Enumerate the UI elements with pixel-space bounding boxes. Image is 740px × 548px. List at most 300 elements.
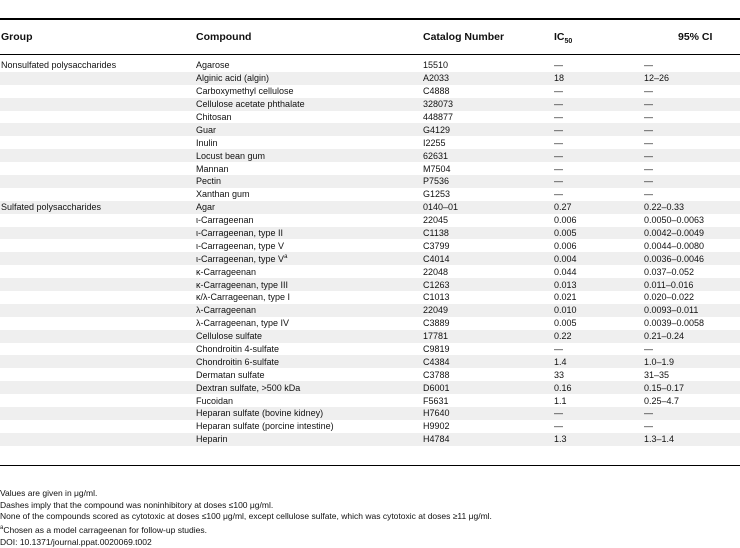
ci-cell-text: — <box>644 163 653 174</box>
compound-cell-text: Inulin <box>196 137 218 148</box>
ci-cell <box>644 72 740 85</box>
catalog-number-cell-text: C3889 <box>423 318 450 329</box>
top-rule <box>0 18 740 20</box>
compound-cell <box>196 111 423 124</box>
ci-cell <box>644 317 740 330</box>
ic50-cell-text: 0.27 <box>554 202 572 213</box>
ic50-cell <box>554 265 644 278</box>
table-row <box>0 265 740 278</box>
group-cell <box>0 227 196 240</box>
catalog-number-cell <box>423 214 554 227</box>
compound-cell <box>196 98 423 111</box>
catalog-number-cell-text: G1253 <box>423 189 451 200</box>
ci-cell <box>644 343 740 356</box>
ic50-cell-text: 18 <box>554 73 565 84</box>
compound-cell-text: ι-Carrageenan, type II <box>196 228 284 239</box>
catalog-number-cell <box>423 304 554 317</box>
ci-cell-text: — <box>644 137 653 148</box>
ic50-cell <box>554 291 644 304</box>
ci-cell <box>644 420 740 433</box>
catalog-number-cell-text: C4384 <box>423 356 450 367</box>
ci-cell <box>644 201 740 214</box>
catalog-number-cell-text: M7504 <box>423 163 451 174</box>
ic50-cell <box>554 149 644 162</box>
header-group: Group <box>1 31 33 43</box>
ic50-cell-text: — <box>554 163 563 174</box>
table-row <box>0 330 740 343</box>
group-cell <box>0 381 196 394</box>
table-row <box>0 407 740 420</box>
ci-cell <box>644 175 740 188</box>
table-row <box>0 59 740 72</box>
group-cell <box>0 252 196 265</box>
ic50-cell <box>554 368 644 381</box>
compound-cell-text: Pectin <box>196 176 222 187</box>
ci-cell-text: 0.21–0.24 <box>644 331 685 342</box>
table-row <box>0 368 740 381</box>
compound-cell <box>196 265 423 278</box>
ci-cell <box>644 381 740 394</box>
ci-cell <box>644 98 740 111</box>
ic50-cell-text: 0.22 <box>554 331 572 342</box>
table-row <box>0 214 740 227</box>
table-row <box>0 420 740 433</box>
footnote-mark: a <box>0 525 4 532</box>
ic50-cell <box>554 175 644 188</box>
catalog-number-cell <box>423 394 554 407</box>
compound-cell <box>196 59 423 72</box>
compound-cell <box>196 72 423 85</box>
ci-cell <box>644 265 740 278</box>
group-cell <box>0 304 196 317</box>
ci-cell-text: 0.011–0.016 <box>644 279 694 290</box>
table-row <box>0 394 740 407</box>
catalog-number-cell-text: I2255 <box>423 137 446 148</box>
bottom-rule <box>0 465 740 466</box>
ci-cell <box>644 123 740 136</box>
table-row <box>0 85 740 98</box>
header-compound: Compound <box>196 31 252 43</box>
ic50-cell-text: 0.021 <box>554 292 577 303</box>
ci-cell-text: — <box>644 408 653 419</box>
footnote-chosen <box>0 523 492 537</box>
ci-cell <box>644 304 740 317</box>
ic50-cell <box>554 433 644 446</box>
compound-cell-text: Agar <box>196 202 216 213</box>
catalog-number-cell-text: 15510 <box>423 60 449 71</box>
ci-cell <box>644 278 740 291</box>
compound-cell-text: Dermatan sulfate <box>196 369 265 380</box>
table-row <box>0 343 740 356</box>
compound-cell <box>196 201 423 214</box>
group-cell <box>0 188 196 201</box>
compound-cell-text: ι-Carrageenan, type V <box>196 240 285 251</box>
ci-cell-text: — <box>644 60 653 71</box>
compound-cell-text: Xanthan gum <box>196 189 250 200</box>
group-cell <box>0 420 196 433</box>
compound-cell <box>196 291 423 304</box>
catalog-number-cell <box>423 201 554 214</box>
catalog-number-cell <box>423 278 554 291</box>
table-row <box>0 317 740 330</box>
catalog-number-cell <box>423 420 554 433</box>
catalog-number-cell <box>423 188 554 201</box>
ci-cell <box>644 214 740 227</box>
ci-cell-text: — <box>644 124 653 135</box>
group-cell <box>0 214 196 227</box>
group-cell <box>0 162 196 175</box>
ci-cell-text: 0.25–4.7 <box>644 395 680 406</box>
group-cell <box>0 278 196 291</box>
ic50-cell <box>554 330 644 343</box>
catalog-number-cell <box>423 175 554 188</box>
ci-cell-text: — <box>644 189 653 200</box>
group-cell <box>0 201 196 214</box>
ic50-cell <box>554 343 644 356</box>
catalog-number-cell-text: 328073 <box>423 99 454 110</box>
ic50-cell-text: — <box>554 344 563 355</box>
ic50-cell-text: — <box>554 408 563 419</box>
footnote-dashes: Dashes imply that the compound was noninhibitory at doses ≤100 μg/ml. <box>0 499 274 510</box>
ic50-cell <box>554 407 644 420</box>
ic50-cell-text: 0.005 <box>554 228 577 239</box>
ic50-cell <box>554 239 644 252</box>
catalog-number-cell-text: H9902 <box>423 421 450 432</box>
table-row <box>0 227 740 240</box>
group-cell-text: Sulfated polysaccharides <box>1 202 102 213</box>
compound-cell-text: Agarose <box>196 60 230 71</box>
compound-cell-text: ι-Carrageenan <box>196 215 254 226</box>
ci-cell-text: 1.3–1.4 <box>644 434 675 445</box>
group-cell <box>0 72 196 85</box>
group-cell <box>0 317 196 330</box>
group-cell <box>0 394 196 407</box>
compound-cell-text: λ-Carrageenan, type IV <box>196 318 290 329</box>
ic50-cell <box>554 381 644 394</box>
header-rule <box>0 54 740 55</box>
catalog-number-cell-text: C1263 <box>423 279 450 290</box>
compound-cell-text: Mannan <box>196 163 229 174</box>
compound-cell <box>196 343 423 356</box>
ci-cell <box>644 111 740 124</box>
compound-cell-text: Heparin <box>196 434 228 445</box>
catalog-number-cell-text: 22048 <box>423 266 449 277</box>
catalog-number-cell-text: 62631 <box>423 150 449 161</box>
compound-cell <box>196 317 423 330</box>
ci-cell-text: — <box>644 112 653 122</box>
ic50-cell-text: — <box>554 150 563 161</box>
ic50-cell-text: 1.3 <box>554 434 567 445</box>
group-cell <box>0 239 196 252</box>
catalog-number-cell-text: C4888 <box>423 86 450 97</box>
catalog-number-cell <box>423 355 554 368</box>
catalog-number-cell <box>423 317 554 330</box>
group-cell <box>0 149 196 162</box>
group-cell <box>0 85 196 98</box>
ic50-cell <box>554 85 644 98</box>
ic50-cell-text: 1.1 <box>554 395 567 406</box>
catalog-number-cell <box>423 407 554 420</box>
ci-cell-text: 0.22–0.33 <box>644 202 685 213</box>
catalog-number-cell-text: 22049 <box>423 305 449 316</box>
compound-cell <box>196 123 423 136</box>
table-row <box>0 291 740 304</box>
ic50-cell <box>554 98 644 111</box>
ci-cell-text: 0.0039–0.0058 <box>644 318 705 329</box>
ci-cell <box>644 149 740 162</box>
group-cell <box>0 407 196 420</box>
catalog-number-cell-text: 0140–01 <box>423 202 459 213</box>
ci-cell-text: 0.0044–0.0080 <box>644 240 705 251</box>
ic50-cell-text: 33 <box>554 369 565 380</box>
catalog-number-cell <box>423 136 554 149</box>
footnote-marker: a <box>284 253 288 260</box>
catalog-number-cell <box>423 252 554 265</box>
catalog-number-cell-text: 448877 <box>423 112 454 122</box>
footnotes <box>0 488 492 548</box>
ic50-cell <box>554 420 644 433</box>
group-cell <box>0 175 196 188</box>
table-row <box>0 123 740 136</box>
ic50-cell-text: 0.013 <box>554 279 577 290</box>
table-row <box>0 278 740 291</box>
group-cell <box>0 265 196 278</box>
compound-cell-text: Cellulose acetate phthalate <box>196 99 305 110</box>
ci-cell-text: 0.0042–0.0049 <box>644 228 705 239</box>
ci-cell-text: 0.020–0.022 <box>644 292 695 303</box>
ic50-cell <box>554 355 644 368</box>
table-row <box>0 175 740 188</box>
ic50-cell-text: 0.005 <box>554 318 577 329</box>
compound-cell-text: Cellulose sulfate <box>196 331 263 342</box>
table-row <box>0 72 740 85</box>
header-ic50-main: IC <box>554 31 565 43</box>
ci-cell <box>644 59 740 72</box>
group-cell <box>0 343 196 356</box>
compound-cell <box>196 394 423 407</box>
group-cell <box>0 59 196 72</box>
ci-cell <box>644 162 740 175</box>
table-body <box>0 59 740 446</box>
ic50-cell <box>554 317 644 330</box>
compound-cell <box>196 85 423 98</box>
catalog-number-cell <box>423 111 554 124</box>
catalog-number-cell <box>423 149 554 162</box>
catalog-number-cell-text: H4784 <box>423 434 450 445</box>
catalog-number-cell-text: C1013 <box>423 292 450 303</box>
ic50-cell <box>554 227 644 240</box>
catalog-number-cell-text: C3799 <box>423 240 450 251</box>
compound-cell <box>196 330 423 343</box>
ic50-cell-text: — <box>554 99 563 110</box>
ic50-cell <box>554 214 644 227</box>
compound-cell <box>196 252 423 265</box>
ci-cell <box>644 85 740 98</box>
catalog-number-cell <box>423 72 554 85</box>
compound-cell <box>196 162 423 175</box>
compound-cell-text: Dextran sulfate, >500 kDa <box>196 382 301 393</box>
table-row <box>0 136 740 149</box>
catalog-number-cell <box>423 343 554 356</box>
compound-cell-text: Carboxymethyl cellulose <box>196 86 294 97</box>
catalog-number-cell-text: C1138 <box>423 228 449 239</box>
catalog-number-cell-text: H7640 <box>423 408 450 419</box>
table-row <box>0 252 740 265</box>
ci-cell-text: 0.0093–0.011 <box>644 305 699 316</box>
table-row <box>0 111 740 124</box>
ic50-cell <box>554 136 644 149</box>
compound-cell <box>196 175 423 188</box>
group-cell <box>0 123 196 136</box>
ic50-cell <box>554 72 644 85</box>
ci-cell-text: 0.0036–0.0046 <box>644 253 705 264</box>
compound-cell <box>196 227 423 240</box>
catalog-number-cell <box>423 59 554 72</box>
header-95-ci: 95% CI <box>678 31 713 43</box>
footnote-chosen-text: Chosen as a model carrageenan for follow-up studies. <box>3 524 207 535</box>
compound-cell-text: Chondroitin 6-sulfate <box>196 356 280 367</box>
catalog-number-cell <box>423 85 554 98</box>
compound-cell-text: Heparan sulfate (bovine kidney) <box>196 408 324 419</box>
ic50-cell-text: 0.004 <box>554 253 577 264</box>
catalog-number-cell-text: G4129 <box>423 124 451 135</box>
group-cell <box>0 330 196 343</box>
compound-cell-text: κ-Carrageenan <box>196 266 257 277</box>
ci-cell <box>644 291 740 304</box>
ic50-cell-text: — <box>554 137 563 148</box>
table-row <box>0 239 740 252</box>
catalog-number-cell-text: P7536 <box>423 176 450 187</box>
ic50-cell <box>554 278 644 291</box>
catalog-number-cell <box>423 381 554 394</box>
ic50-cell-text: 0.16 <box>554 382 572 393</box>
catalog-number-cell <box>423 368 554 381</box>
group-cell <box>0 291 196 304</box>
catalog-number-cell-text: 22045 <box>423 215 449 226</box>
ic50-cell-text: 0.006 <box>554 215 577 226</box>
compound-cell <box>196 433 423 446</box>
ci-cell-text: — <box>644 344 653 355</box>
ci-cell <box>644 136 740 149</box>
ic50-cell <box>554 188 644 201</box>
catalog-number-cell <box>423 239 554 252</box>
compound-cell-text: Chondroitin 4-sulfate <box>196 344 280 355</box>
catalog-number-cell-text: D6001 <box>423 382 450 393</box>
compound-cell <box>196 149 423 162</box>
ic50-cell-text: 1.4 <box>554 356 567 367</box>
ic50-cell-text: — <box>554 189 563 200</box>
footnote-doi: DOI: 10.1371/journal.ppat.0020069.t002 <box>0 536 152 547</box>
group-cell <box>0 433 196 446</box>
ci-cell <box>644 188 740 201</box>
ic50-cell <box>554 111 644 124</box>
compound-cell <box>196 368 423 381</box>
ic50-cell-text: — <box>554 176 563 187</box>
compound-cell-text: Heparan sulfate (porcine intestine) <box>196 421 334 432</box>
ic50-cell-text: — <box>554 421 563 432</box>
catalog-number-cell-text: F5631 <box>423 395 449 406</box>
compound-cell-text: ι-Carrageenan, type V <box>196 253 285 264</box>
ci-cell <box>644 252 740 265</box>
catalog-number-cell <box>423 291 554 304</box>
compound-cell-text: Guar <box>196 124 217 135</box>
ci-cell-text: — <box>644 150 653 161</box>
catalog-number-cell <box>423 265 554 278</box>
ci-cell-text: — <box>644 99 653 110</box>
ci-cell <box>644 433 740 446</box>
ic50-cell-text: — <box>554 86 563 97</box>
ic50-cell <box>554 252 644 265</box>
compound-cell <box>196 188 423 201</box>
table-row <box>0 381 740 394</box>
ic50-cell <box>554 123 644 136</box>
group-cell <box>0 111 196 124</box>
catalog-number-cell-text: C3788 <box>423 369 450 380</box>
ci-cell-text: — <box>644 176 653 187</box>
ic50-cell <box>554 59 644 72</box>
group-cell <box>0 136 196 149</box>
catalog-number-cell-text: A2033 <box>423 73 450 84</box>
group-cell <box>0 98 196 111</box>
catalog-number-cell <box>423 123 554 136</box>
ci-cell-text: 1.0–1.9 <box>644 356 675 367</box>
ic50-cell-text: 0.006 <box>554 240 577 251</box>
table-row <box>0 149 740 162</box>
ci-cell-text: 12–26 <box>644 73 670 84</box>
group-cell <box>0 368 196 381</box>
ic50-cell-text: — <box>554 60 563 71</box>
catalog-number-cell-text: C4014 <box>423 253 450 264</box>
compound-cell <box>196 381 423 394</box>
compound-cell <box>196 278 423 291</box>
ci-cell <box>644 239 740 252</box>
compound-cell-text: Locust bean gum <box>196 150 266 161</box>
table-row <box>0 162 740 175</box>
catalog-number-cell <box>423 227 554 240</box>
catalog-number-cell-text: C9819 <box>423 344 450 355</box>
ic50-cell-text: 0.010 <box>554 305 577 316</box>
catalog-number-cell <box>423 330 554 343</box>
ci-cell-text: 0.037–0.052 <box>644 266 695 277</box>
catalog-number-cell <box>423 98 554 111</box>
compound-cell-text: Fucoidan <box>196 395 234 406</box>
ci-cell <box>644 394 740 407</box>
footnote-cytotoxicity: None of the compounds scored as cytotoxic at doses ≤100 μg/ml, except cellulose sulfate, which was cytotoxic at doses ≥11 μg/ml. <box>0 511 492 522</box>
ci-cell-text: — <box>644 421 653 432</box>
ci-cell <box>644 330 740 343</box>
compound-cell <box>196 304 423 317</box>
ci-cell <box>644 227 740 240</box>
group-cell <box>0 355 196 368</box>
ic50-cell <box>554 394 644 407</box>
header-ic50-subscript: 50 <box>564 38 573 46</box>
ci-cell <box>644 407 740 420</box>
ic50-cell <box>554 304 644 317</box>
ic50-cell-text: 0.044 <box>554 266 577 277</box>
table-row <box>0 201 740 214</box>
header-catalog-number: Catalog Number <box>423 31 505 43</box>
compound-cell <box>196 420 423 433</box>
ic50-cell-text: — <box>554 112 563 122</box>
ci-cell-text: 0.0050–0.0063 <box>644 215 705 226</box>
ic50-cell <box>554 201 644 214</box>
table-row <box>0 188 740 201</box>
compound-cell-text: Chitosan <box>196 112 232 122</box>
ci-cell-text: — <box>644 86 653 97</box>
compound-cell <box>196 239 423 252</box>
table-row <box>0 433 740 446</box>
compound-cell-text: λ-Carrageenan <box>196 305 257 316</box>
